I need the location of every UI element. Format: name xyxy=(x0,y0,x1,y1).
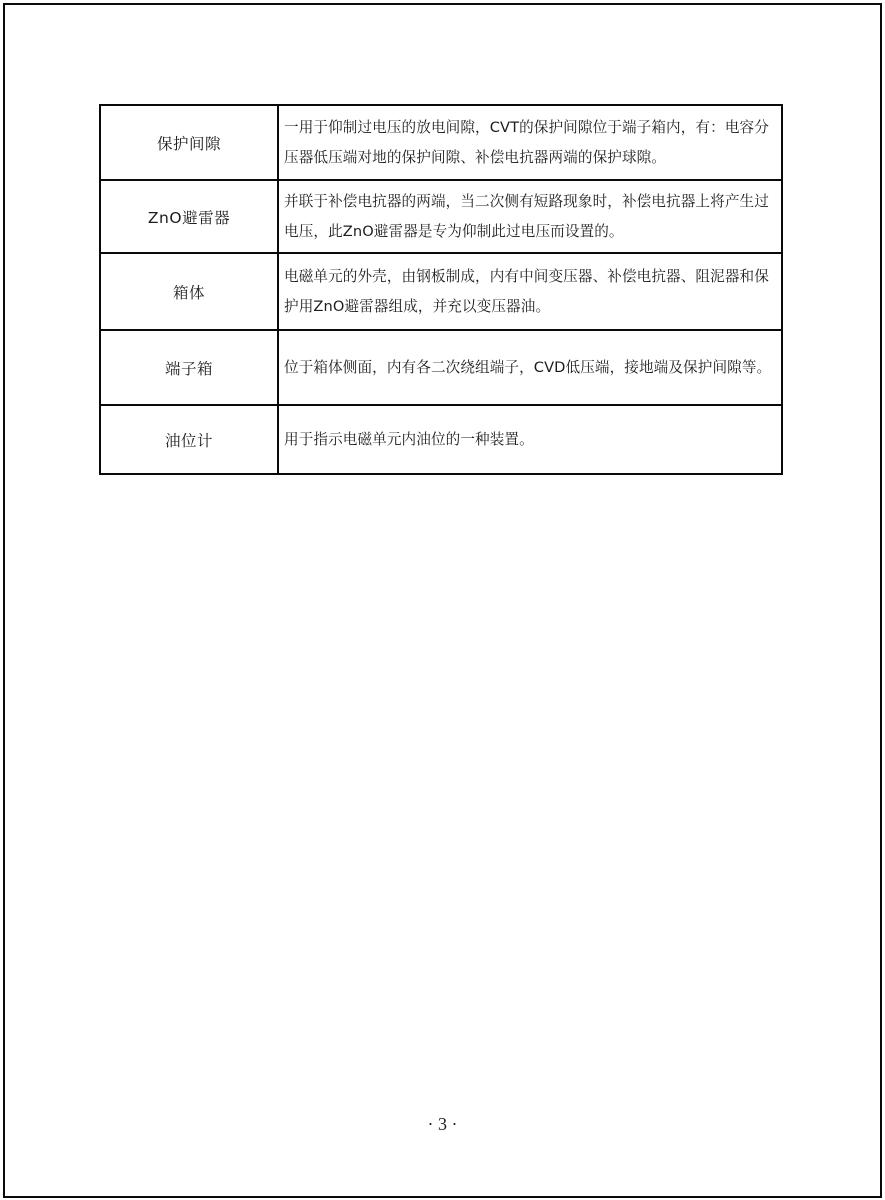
page-number: · 3 · xyxy=(427,1114,458,1134)
description-cell xyxy=(279,181,781,252)
term-label: ZnO避雷器 xyxy=(147,208,231,227)
description-text: 电磁单元的外壳，由钢板制成，内有中间变压器、补偿电抗器、阻泥器和保护用ZnO避雷器组成，并充以变压器油。 xyxy=(284,267,769,315)
description-cell xyxy=(279,331,781,404)
description-text: 并联于补偿电抗器的两端，当二次侧有短路现象时，补偿电抗器上将产生过电压，此ZnO避雷器是专为仰制此过电压而设置的。 xyxy=(284,192,769,240)
description-text: 位于箱体侧面，内有各二次绕组端子，CVD低压端，接地端及保护间隙等。 xyxy=(284,358,772,376)
description-cell xyxy=(279,106,781,179)
description-cell xyxy=(279,254,781,329)
term-label: 保护间隙 xyxy=(156,134,221,153)
table-row xyxy=(101,181,781,254)
table-row xyxy=(101,106,781,181)
table-row xyxy=(101,254,781,331)
term-label: 箱体 xyxy=(172,283,205,302)
table-row xyxy=(101,331,781,406)
term-cell xyxy=(101,331,279,404)
term-cell xyxy=(101,254,279,329)
definition-table xyxy=(99,104,783,475)
term-cell xyxy=(101,406,279,473)
table-row xyxy=(101,406,781,473)
description-text: 用于指示电磁单元内油位的一种装置。 xyxy=(284,430,534,448)
description-text: 一用于仰制过电压的放电间隙，CVT的保护间隙位于端子箱内，有：电容分压器低压端对地的保护间隙、补偿电抗器两端的保护球隙。 xyxy=(284,118,769,166)
term-label: 端子箱 xyxy=(164,359,213,378)
term-cell xyxy=(101,181,279,252)
term-label: 油位计 xyxy=(164,431,213,450)
description-cell xyxy=(279,406,781,473)
term-cell xyxy=(101,106,279,179)
